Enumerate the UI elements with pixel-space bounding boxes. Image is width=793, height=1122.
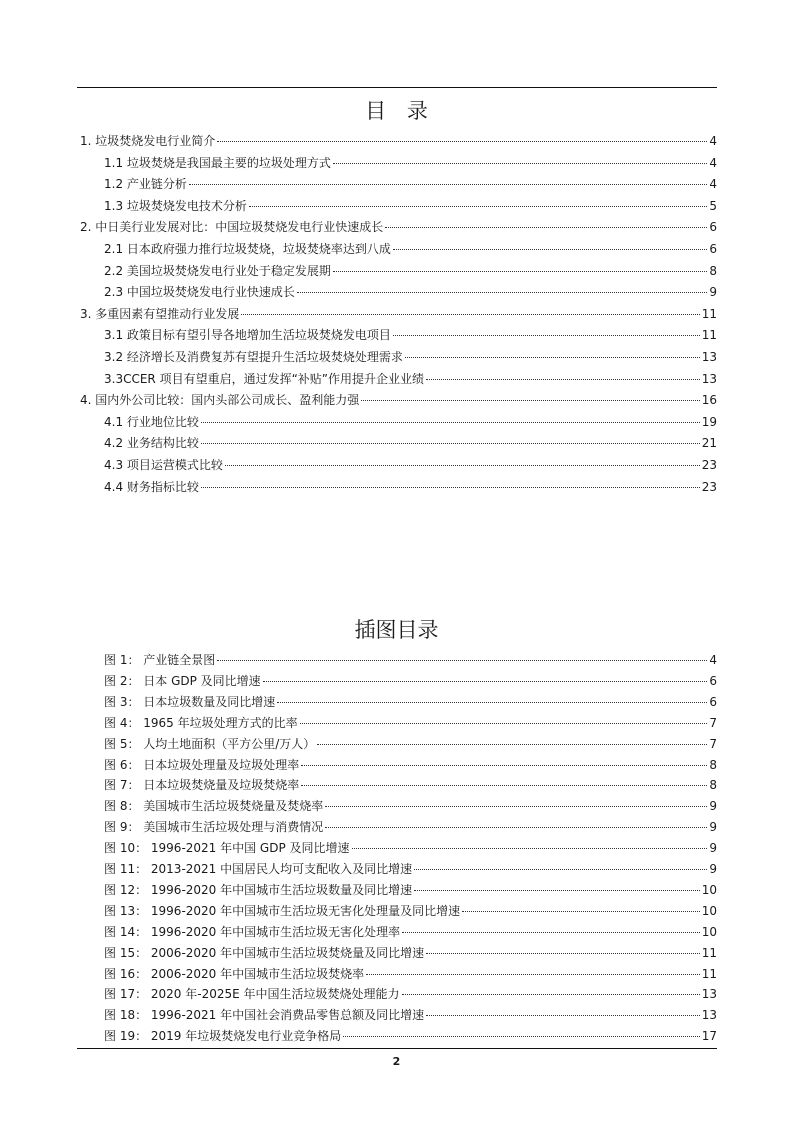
figure-entry-label: 图 19： 2019 年垃圾焚烧发电行业竞争格局 <box>104 1029 342 1044</box>
dot-leader <box>414 890 700 891</box>
toc-entry-link[interactable] <box>104 412 717 432</box>
toc-entry-link[interactable] <box>104 369 717 389</box>
figure-entry-link[interactable] <box>104 880 717 900</box>
figure-entry-link[interactable] <box>104 817 717 837</box>
dot-leader <box>343 1036 699 1037</box>
dot-leader <box>225 465 700 466</box>
toc-entry-row <box>0 412 793 432</box>
dot-leader <box>301 785 707 786</box>
dot-leader <box>249 206 707 207</box>
figure-entry-label: 图 13： 1996-2020 年中国城市生活垃圾无害化处理量及同比增速 <box>104 903 461 918</box>
figure-entry-row <box>0 943 793 963</box>
dot-leader <box>201 443 700 444</box>
dot-leader <box>301 765 707 766</box>
toc-entry-page-number: 4 <box>709 155 717 170</box>
toc-entry-link[interactable] <box>80 390 717 410</box>
toc-entry-label: 1.3 垃圾焚烧发电技术分析 <box>104 198 247 213</box>
figure-entry-page-number: 11 <box>701 966 717 981</box>
figure-entry-row <box>0 692 793 712</box>
figure-entry-page-number: 13 <box>701 1008 717 1023</box>
dot-leader <box>366 974 700 975</box>
figure-entry-page-number: 7 <box>709 736 717 751</box>
toc-entry-row <box>0 304 793 324</box>
dot-leader <box>426 1015 700 1016</box>
figure-entry-row <box>0 859 793 879</box>
figure-entry-page-number: 13 <box>701 987 717 1002</box>
figure-entry-row <box>0 817 793 837</box>
toc-entry-row <box>0 433 793 453</box>
toc-entry-link[interactable] <box>104 174 717 194</box>
figure-entry-link[interactable] <box>104 671 717 691</box>
dot-leader <box>393 335 700 336</box>
dot-leader <box>333 271 707 272</box>
toc-entry-row <box>0 239 793 259</box>
toc-entry-page-number: 5 <box>709 198 717 213</box>
figure-entry-page-number: 11 <box>701 945 717 960</box>
toc-entry-row <box>0 455 793 475</box>
toc-entry-link[interactable] <box>104 325 717 345</box>
figure-entry-label: 图 10： 1996-2021 年中国 GDP 及同比增速 <box>104 841 350 856</box>
figure-entry-label: 图 2： 日本 GDP 及同比增速 <box>104 673 261 688</box>
toc-entry-page-number: 13 <box>701 350 717 364</box>
toc-entry-page-number: 23 <box>701 479 717 494</box>
figure-entry-label: 图 1： 产业链全景图 <box>104 653 216 667</box>
dot-leader <box>300 723 708 724</box>
figure-entry-row <box>0 964 793 984</box>
figure-entry-label: 图 6： 日本垃圾处理量及垃圾处理率 <box>104 757 300 772</box>
toc-entry-link[interactable] <box>104 433 717 453</box>
dot-leader <box>361 400 699 401</box>
figure-entry-row <box>0 796 793 816</box>
figure-entry-link[interactable] <box>104 1005 717 1025</box>
dot-leader <box>385 227 707 228</box>
figure-entry-link[interactable] <box>104 984 717 1004</box>
toc-entry-label: 3.3CCER 项目有望重启，通过发挥“补贴”作用提升企业业绩 <box>104 371 425 386</box>
toc-entry-page-number: 6 <box>709 220 717 235</box>
figure-entry-link[interactable] <box>104 943 717 963</box>
figure-entry-label: 图 15： 2006-2020 年中国城市生活垃圾焚烧量及同比增速 <box>104 945 425 960</box>
dot-leader <box>189 184 707 185</box>
toc-entry-page-number: 6 <box>709 242 717 256</box>
dot-leader <box>333 163 707 164</box>
toc-entry-label: 4.2 业务结构比较 <box>104 436 199 451</box>
toc-entry-page-number: 13 <box>701 371 717 386</box>
dot-leader <box>217 660 707 661</box>
toc-entry-link[interactable] <box>104 261 717 281</box>
toc-entry-link[interactable] <box>104 282 717 302</box>
figure-entry-label: 图 7： 日本垃圾焚烧量及垃圾焚烧率 <box>104 778 300 793</box>
toc-entry-row <box>0 347 793 367</box>
dot-leader <box>426 379 700 380</box>
dot-leader <box>263 681 708 682</box>
toc-entry-label: 4. 国内外公司比较：国内头部公司成长、盈利能力强 <box>80 393 360 408</box>
dot-leader <box>405 357 700 358</box>
figure-entry-link[interactable] <box>104 734 717 754</box>
toc-entry-label: 4.3 项目运营模式比较 <box>104 458 223 472</box>
header-rule <box>77 87 717 88</box>
toc-entry-page-number: 11 <box>701 306 717 321</box>
figure-entry-link[interactable] <box>104 859 717 879</box>
toc-entry-label: 3.1 政策目标有望引导各地增加生活垃圾焚烧发电项目 <box>104 328 391 343</box>
toc-entry-row <box>0 261 793 281</box>
toc-entry-row <box>0 477 793 497</box>
toc-entry-page-number: 19 <box>701 414 717 429</box>
figure-entry-page-number: 10 <box>701 903 717 918</box>
figure-entry-page-number: 7 <box>709 715 717 730</box>
figure-entry-page-number: 6 <box>709 694 717 709</box>
toc-entry-link[interactable] <box>104 347 717 367</box>
toc-entry-label: 4.1 行业地位比较 <box>104 414 199 429</box>
page-number: 2 <box>392 1055 401 1068</box>
toc-entry-row <box>0 131 793 151</box>
dot-leader <box>325 827 707 828</box>
toc-entry-page-number: 9 <box>709 285 717 300</box>
figure-entry-row <box>0 901 793 921</box>
toc-entry-page-number: 23 <box>701 458 717 472</box>
figure-entry-page-number: 8 <box>709 757 717 772</box>
toc-entry-link[interactable] <box>80 131 717 151</box>
toc-entry-link[interactable] <box>104 477 717 497</box>
toc-entry-row <box>0 174 793 194</box>
figure-entry-row <box>0 650 793 670</box>
toc-entry-row <box>0 390 793 410</box>
toc-entry-row <box>0 325 793 345</box>
toc-entry-link[interactable] <box>80 217 717 237</box>
figure-entry-link[interactable] <box>104 713 717 733</box>
dot-leader <box>201 487 700 488</box>
toc-entry-row <box>0 282 793 302</box>
figure-entry-page-number: 9 <box>709 862 717 876</box>
figure-entry-label: 图 5： 人均土地面积（平方公里/万人） <box>104 736 316 751</box>
toc-entry-link[interactable] <box>104 239 717 259</box>
dot-leader <box>426 953 700 954</box>
dot-leader <box>325 806 707 807</box>
figure-entry-label: 图 9： 美国城市生活垃圾处理与消费情况 <box>104 820 324 835</box>
figure-entry-link[interactable] <box>104 901 717 921</box>
figure-entry-row <box>0 838 793 858</box>
toc-entry-label: 2. 中日美行业发展对比：中国垃圾焚烧发电行业快速成长 <box>80 220 384 235</box>
figure-entry-page-number: 9 <box>709 820 717 835</box>
dot-leader <box>414 869 707 870</box>
figure-entry-label: 图 8： 美国城市生活垃圾焚烧量及焚烧率 <box>104 799 324 814</box>
toc-entry-page-number: 4 <box>709 177 717 192</box>
figure-entry-link[interactable] <box>104 964 717 984</box>
figure-entry-label: 图 12： 1996-2020 年中国城市生活垃圾数量及同比增速 <box>104 882 413 897</box>
figure-entry-row <box>0 1026 793 1046</box>
figure-entry-label: 图 14： 1996-2020 年中国城市生活垃圾无害化处理率 <box>104 924 401 939</box>
toc-entry-row <box>0 369 793 389</box>
figure-entry-link[interactable] <box>104 692 717 712</box>
figure-entry-row <box>0 880 793 900</box>
dot-leader <box>352 848 708 849</box>
toc-entry-label: 3. 多重因素有望推动行业发展 <box>80 306 240 321</box>
toc-entry-page-number: 8 <box>709 263 717 278</box>
figure-entry-label: 图 3： 日本垃圾数量及同比增速 <box>104 694 276 709</box>
figure-entry-label: 图 16： 2006-2020 年中国城市生活垃圾焚烧率 <box>104 966 365 981</box>
dot-leader <box>402 932 700 933</box>
figure-entry-row <box>0 671 793 691</box>
figure-entry-row <box>0 734 793 754</box>
toc-entry-page-number: 11 <box>701 328 717 343</box>
toc-entry-label: 2.3 中国垃圾焚烧发电行业快速成长 <box>104 285 295 300</box>
figure-entry-link[interactable] <box>104 755 717 775</box>
figure-entry-page-number: 10 <box>701 924 717 939</box>
figure-entry-row <box>0 713 793 733</box>
toc-entry-row <box>0 217 793 237</box>
figure-entry-label: 图 17： 2020 年-2025E 年中国生活垃圾焚烧处理能力 <box>104 987 400 1002</box>
figure-entry-page-number: 4 <box>709 653 717 667</box>
toc-entry-page-number: 16 <box>701 393 717 408</box>
toc-entry-page-number: 4 <box>709 134 717 148</box>
figure-entry-row <box>0 922 793 942</box>
figure-entry-link[interactable] <box>104 775 717 795</box>
figure-entry-row <box>0 755 793 775</box>
toc-entry-link[interactable] <box>104 455 717 475</box>
figure-entry-label: 图 11： 2013-2021 中国居民人均可支配收入及同比增速 <box>104 862 413 876</box>
toc-entry-label: 4.4 财务指标比较 <box>104 479 199 494</box>
dot-leader <box>402 994 700 995</box>
figure-entry-page-number: 8 <box>709 778 717 793</box>
figure-entry-page-number: 9 <box>709 841 717 856</box>
figure-entry-page-number: 6 <box>709 673 717 688</box>
toc-title: 目 录 <box>365 99 428 123</box>
figure-entry-page-number: 17 <box>701 1029 717 1044</box>
toc-entry-link[interactable] <box>104 196 717 216</box>
figure-entry-label: 图 18： 1996-2021 年中国社会消费品零售总额及同比增速 <box>104 1008 425 1023</box>
toc-entry-page-number: 21 <box>701 436 717 451</box>
figure-entry-row <box>0 984 793 1004</box>
toc-entry-link[interactable] <box>80 304 717 324</box>
figure-entry-link[interactable] <box>104 838 717 858</box>
toc-entry-row <box>0 153 793 173</box>
toc-entry-label: 3.2 经济增长及消费复苏有望提升生活垃圾焚烧处理需求 <box>104 350 403 364</box>
figure-entry-link[interactable] <box>104 922 717 942</box>
figure-entry-link[interactable] <box>104 1026 717 1046</box>
figure-entry-link[interactable] <box>104 796 717 816</box>
toc-entry-label: 1. 垃圾焚烧发电行业简介 <box>80 134 216 148</box>
dot-leader <box>393 249 707 250</box>
dot-leader <box>297 292 707 293</box>
toc-entry-row <box>0 196 793 216</box>
figure-entry-page-number: 9 <box>709 799 717 814</box>
toc-entry-label: 1.1 垃圾焚烧是我国最主要的垃圾处理方式 <box>104 155 331 170</box>
dot-leader <box>462 911 700 912</box>
figure-entry-page-number: 10 <box>701 882 717 897</box>
figure-entry-row <box>0 775 793 795</box>
dot-leader <box>201 422 700 423</box>
dot-leader <box>217 141 707 142</box>
toc-entry-link[interactable] <box>104 153 717 173</box>
toc-entry-label: 1.2 产业链分析 <box>104 177 187 192</box>
dot-leader <box>241 314 699 315</box>
footer-rule <box>77 1048 717 1049</box>
dot-leader <box>277 702 707 703</box>
figure-entry-label: 图 4： 1965 年垃圾处理方式的比率 <box>104 715 298 730</box>
figure-list-title: 插图目录 <box>354 618 439 642</box>
toc-entry-label: 2.1 日本政府强力推行垃圾焚烧，垃圾焚烧率达到八成 <box>104 242 391 256</box>
dot-leader <box>317 744 707 745</box>
figure-entry-row <box>0 1005 793 1025</box>
toc-entry-label: 2.2 美国垃圾焚烧发电行业处于稳定发展期 <box>104 263 331 278</box>
figure-entry-link[interactable] <box>104 650 717 670</box>
